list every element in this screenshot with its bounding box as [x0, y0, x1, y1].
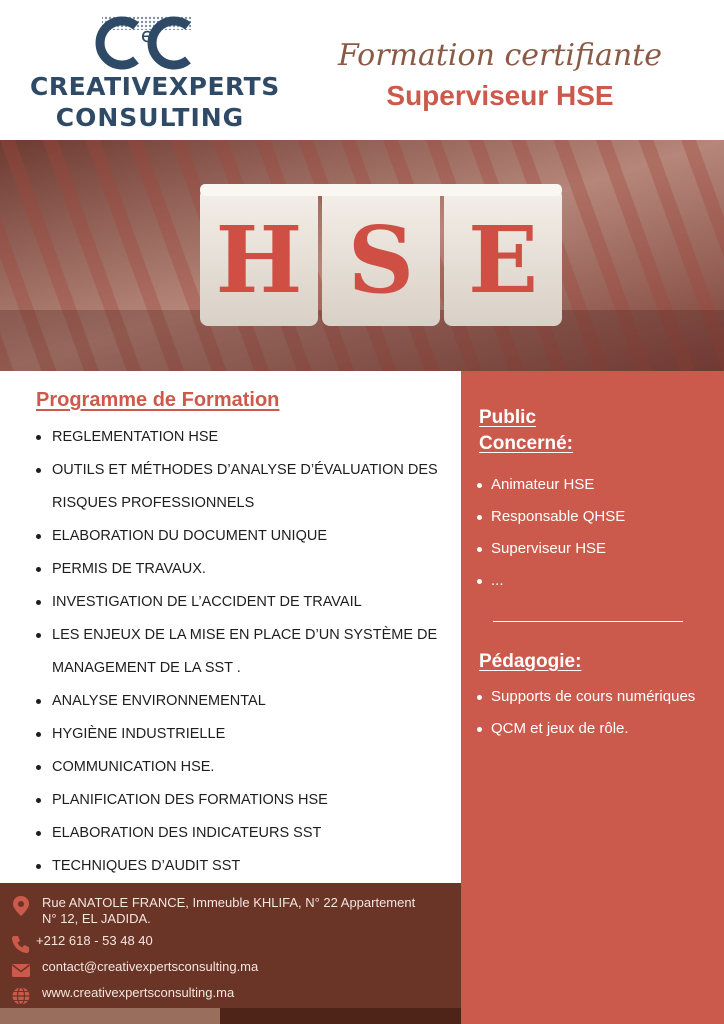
hero-letter-h: H — [215, 206, 303, 314]
program-item: PERMIS DE TRAVAUX. — [36, 553, 451, 586]
page-title: Superviseur HSE — [386, 80, 614, 111]
logo-mark-icon — [92, 12, 202, 74]
page-subtitle: Formation certifiante — [337, 38, 663, 73]
company-logo — [30, 10, 280, 135]
program-section — [0, 371, 461, 883]
public-item: Animateur HSE — [475, 469, 710, 501]
pedagogie-title: Pédagogie: — [479, 651, 582, 672]
public-item: Responsable QHSE — [475, 501, 710, 533]
program-item: ELABORATION DES INDICATEURS SST — [36, 817, 451, 850]
contact-address: Rue ANATOLE FRANCE, Immeuble KHLIFA, N° 22 Appartement N° 12, EL JADIDA. — [42, 895, 416, 926]
phone-icon — [10, 933, 32, 955]
side-panel — [461, 371, 724, 1024]
company-name-line1: CREATIVEXPERTS — [30, 72, 280, 101]
location-pin-icon — [10, 895, 32, 917]
hero-letter-e: E — [467, 206, 539, 314]
program-title: Programme de Formation — [36, 389, 280, 411]
pedagogie-item: QCM et jeux de rôle. — [475, 713, 710, 745]
pedagogie-item: Supports de cours numériques — [475, 681, 710, 713]
globe-icon — [10, 985, 32, 1007]
public-title-line2: Concerné: — [479, 433, 573, 454]
company-name-line2: CONSULTING — [55, 103, 245, 132]
program-list — [36, 421, 451, 883]
footer-strip-right — [220, 1008, 461, 1024]
public-item: Superviseur HSE — [475, 533, 710, 565]
public-title-line1: Public — [479, 407, 537, 428]
svg-text:e: e — [140, 23, 154, 47]
contact-email-row — [10, 959, 258, 981]
contact-email[interactable]: contact@creativexpertsconsulting.ma — [42, 959, 259, 974]
public-list — [475, 469, 710, 597]
program-item: TECHNIQUES D’AUDIT SST — [36, 850, 451, 883]
program-item: COMMUNICATION HSE. — [36, 751, 451, 784]
program-item: LES ENJEUX DE LA MISE EN PLACE D’UN SYSTÈME DE MANAGEMENT DE LA SST . — [36, 619, 451, 685]
contact-phone[interactable]: +212 618 - 53 48 40 — [36, 933, 153, 948]
header — [0, 0, 724, 140]
contact-address-row — [10, 895, 432, 927]
hero-letter-s: S — [347, 206, 415, 314]
side-divider — [493, 621, 683, 622]
public-item: ... — [475, 565, 710, 597]
program-item: ELABORATION DU DOCUMENT UNIQUE — [36, 520, 451, 553]
contact-phone-row — [10, 933, 153, 955]
pedagogie-list — [475, 681, 710, 745]
program-item: HYGIÈNE INDUSTRIELLE — [36, 718, 451, 751]
program-item: OUTILS ET MÉTHODES D’ANALYSE D’ÉVALUATION DES RISQUES PROFESSIONNELS — [36, 454, 451, 520]
program-item: ANALYSE ENVIRONNEMENTAL — [36, 685, 451, 718]
contact-website[interactable]: www.creativexpertsconsulting.ma — [42, 985, 235, 1000]
public-title — [479, 405, 573, 457]
program-item: REGLEMENTATION HSE — [36, 421, 451, 454]
contact-website-row — [10, 985, 234, 1007]
program-item: INVESTIGATION DE L’ACCIDENT DE TRAVAIL — [36, 586, 451, 619]
program-item: PLANIFICATION DES FORMATIONS HSE — [36, 784, 451, 817]
envelope-icon — [10, 959, 32, 981]
footer-strip-left — [0, 1008, 220, 1024]
contact-footer — [0, 883, 461, 1024]
hero-image — [0, 140, 724, 371]
